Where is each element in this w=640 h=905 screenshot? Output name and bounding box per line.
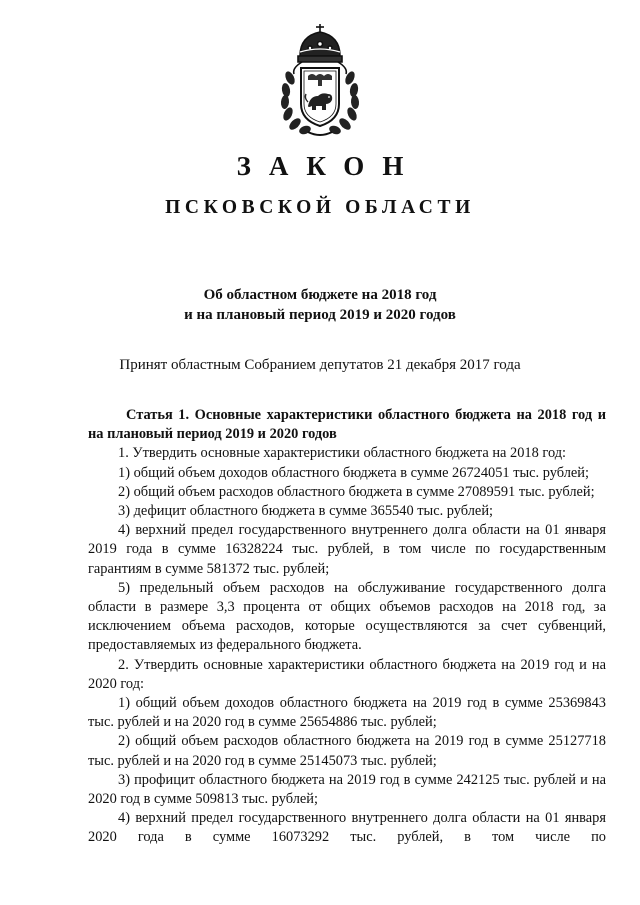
- paragraph: 3) дефицит областного бюджета в сумме 365540 тыс. рублей;: [118, 503, 494, 520]
- paragraph: 3) профицит областного бюджета на 2019 год в сумме 242125 тыс. рублей и на 2020 год в сумме 509813 тыс. рублей;: [88, 771, 606, 808]
- law-subject-line-2: и на плановый период 2019 и 2020 годов: [184, 307, 456, 323]
- law-title: ЗАКОН: [236, 151, 422, 181]
- paragraph: 1) общий объем доходов областного бюджета в сумме 26724051 тыс. рублей;: [118, 464, 589, 481]
- paragraph: 1. Утвердить основные характеристики областного бюджета на 2018 год:: [118, 445, 567, 462]
- paragraph: 5) предельный объем расходов на обслуживание государственного долга области в размере 3,3 процента от общих объемов расходов на 2018 год, за исключением объема расходов, которые осуществляются за счет субвенций, предоставляемых из федерального бюджета.: [88, 579, 606, 654]
- pskov-coat-of-arms-icon: [270, 22, 370, 140]
- paragraph: 4) верхний предел государственного внутреннего долга области на 01 января 2019 года в сумме 16328224 тыс. рублей, в том числе по государственным гарантиям в сумме 581372 тыс. рублей;: [88, 522, 606, 577]
- paragraph: 4) верхний предел государственного внутреннего долга области на 01 января 2020 года в сумме 16073292 тыс. рублей, в том числе по: [88, 810, 606, 846]
- adoption-date-line: Принят областным Собранием депутатов 21 декабря 2017 года: [119, 357, 521, 373]
- article-heading: Статья 1. Основные характеристики областного бюджета на 2018 год и на плановый период 2019 и 2020 годов: [88, 407, 606, 443]
- law-body: [88, 406, 606, 848]
- region-title: ПСКОВСКОЙ ОБЛАСТИ: [165, 197, 475, 218]
- paragraph: 1) общий объем доходов областного бюджета на 2019 год в сумме 25369843 тыс. рублей и на 2020 год в сумме 25654886 тыс. рублей;: [88, 695, 606, 731]
- paragraph: 2. Утвердить основные характеристики областного бюджета на 2019 год и на 2020 год:: [88, 656, 606, 692]
- law-subject: [0, 285, 640, 325]
- paragraph: 2) общий объем расходов областного бюджета на 2019 год в сумме 25127718 тыс. рублей и на 2020 год в сумме 25145073 тыс. рублей;: [88, 733, 606, 769]
- paragraph: 2) общий объем расходов областного бюджета в сумме 27089591 тыс. рублей;: [118, 483, 595, 500]
- law-subject-line-1: Об областном бюджете на 2018 год: [203, 287, 437, 303]
